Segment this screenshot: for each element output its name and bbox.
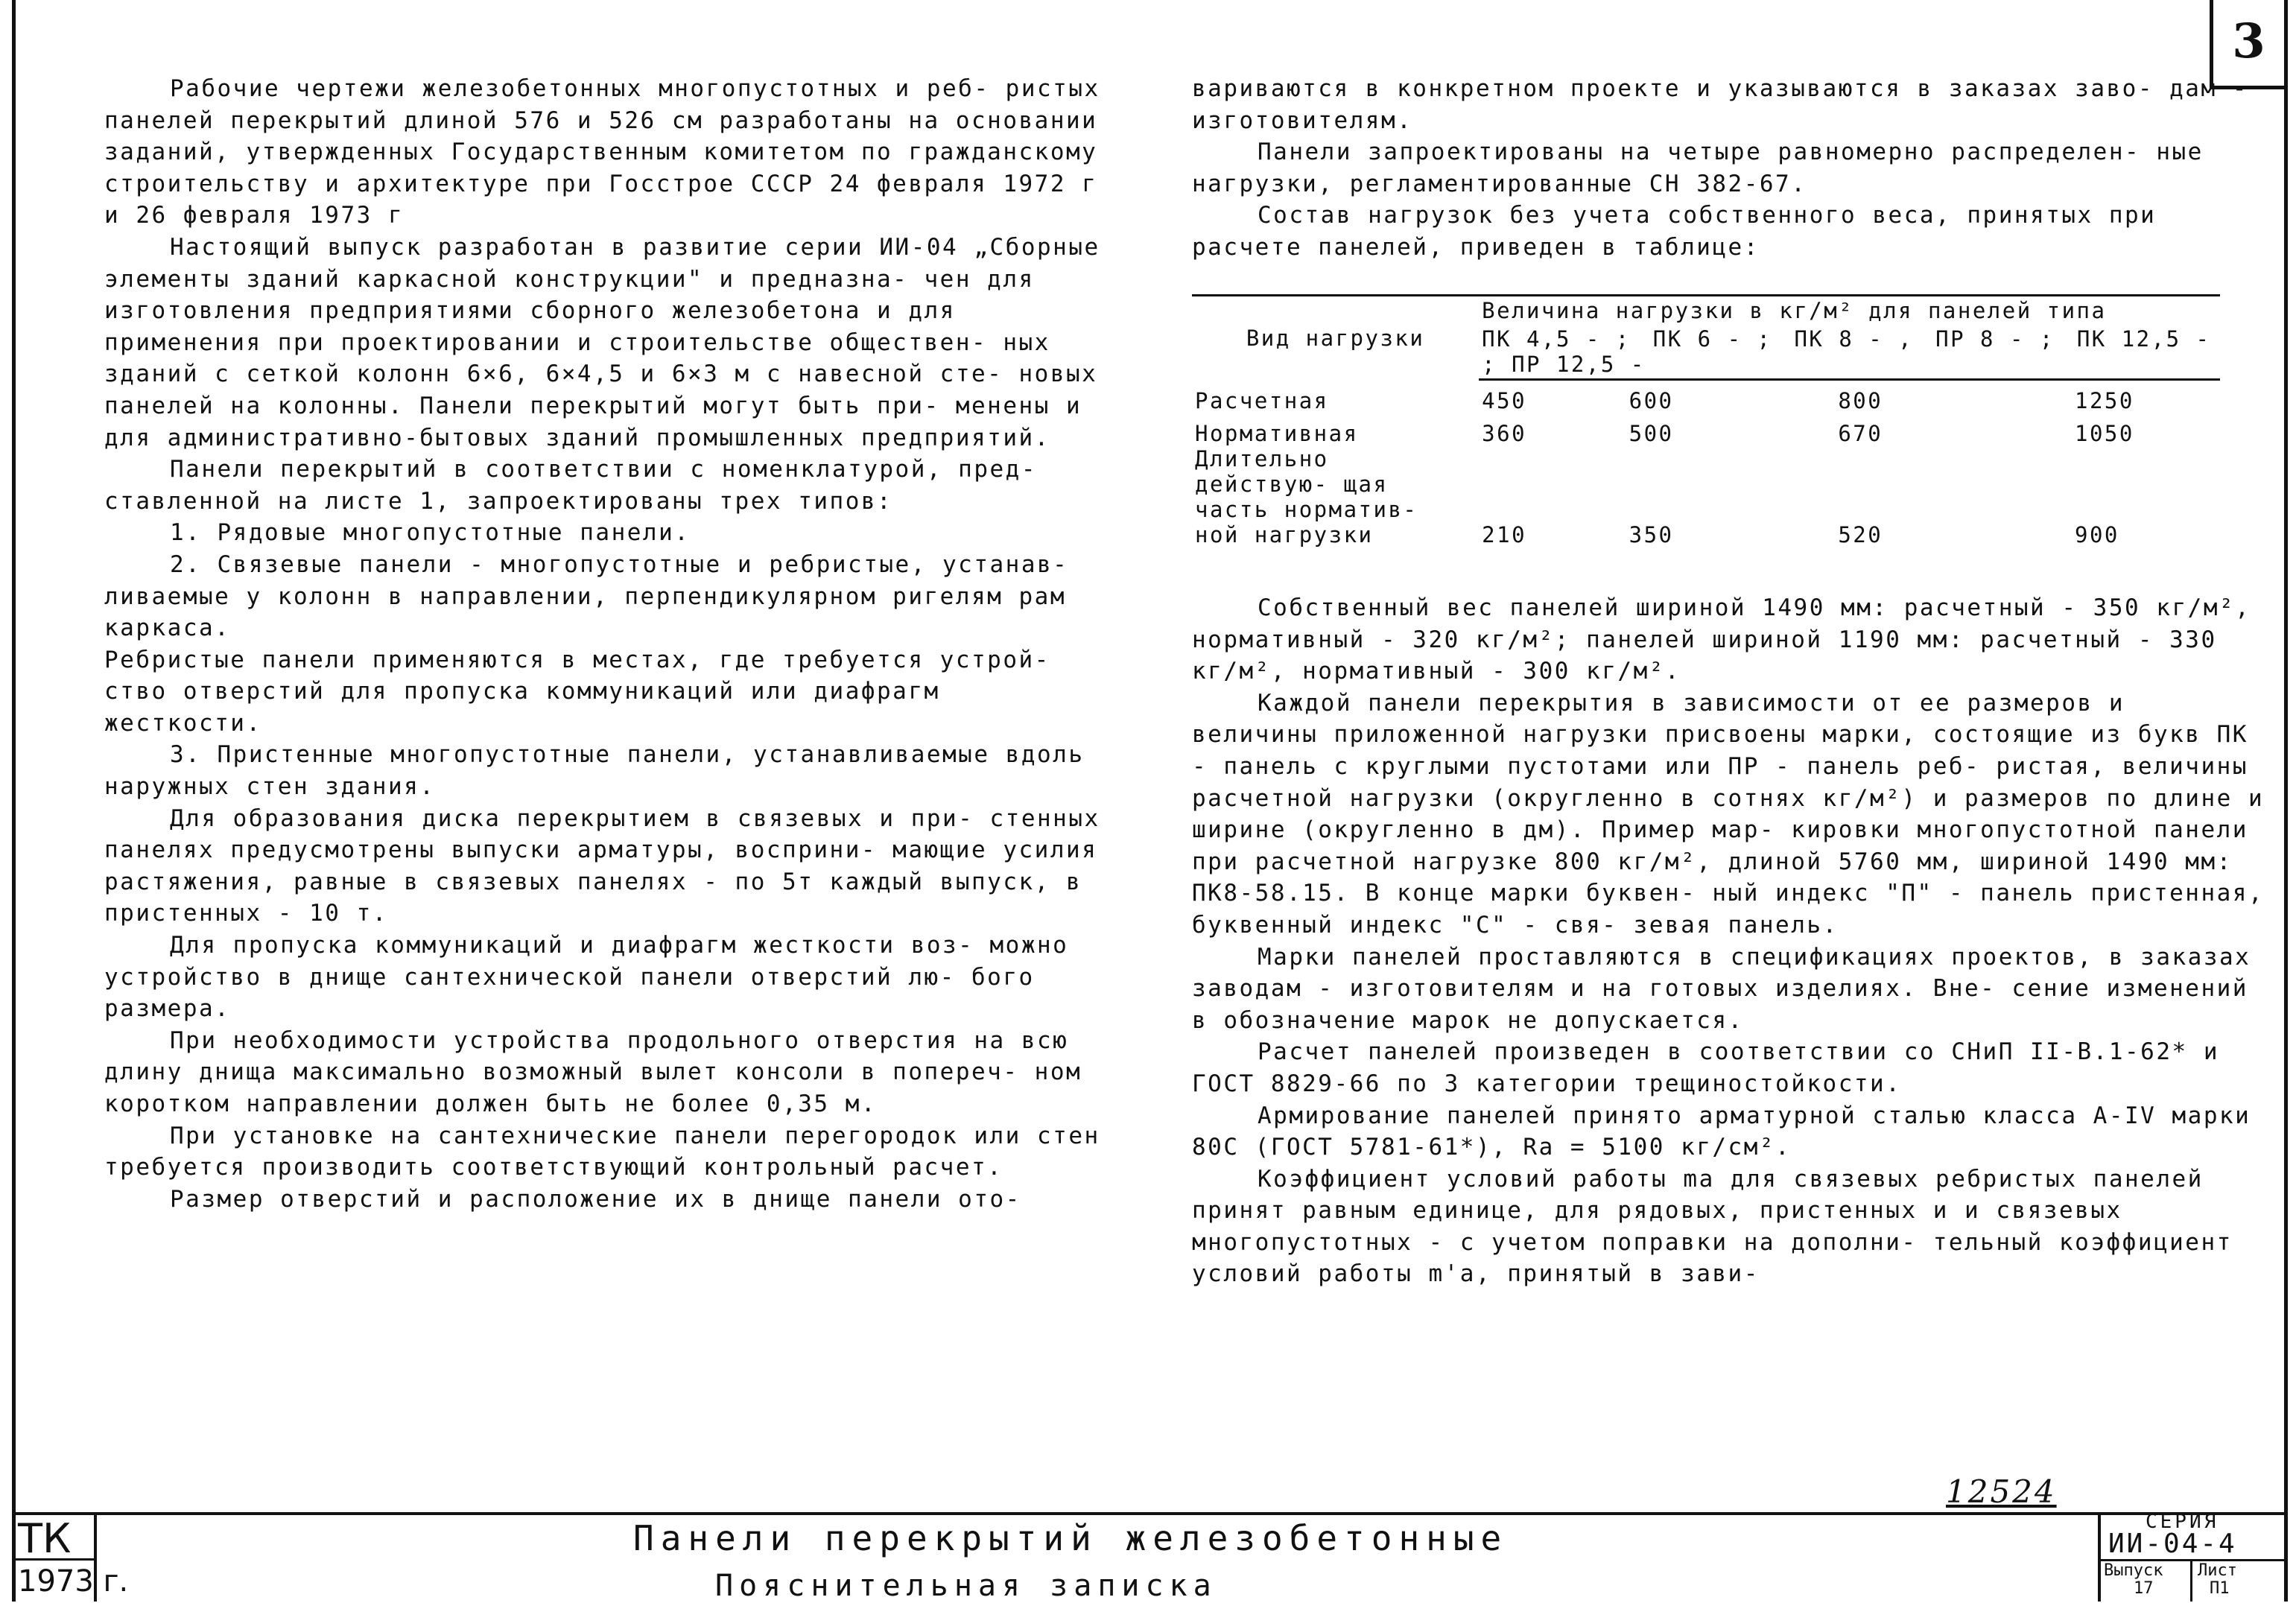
load-value: 1250 (2075, 388, 2134, 413)
left-text-column (104, 73, 1116, 1215)
table-group-header: Величина нагрузки в кг/м² для панелей типа (1479, 296, 2220, 326)
stamp-series-value: ИИ-04-4 (2108, 1529, 2237, 1559)
page-number: 3 (2210, 0, 2284, 89)
paragraph: Коэффициент условий работы mа для связевых ребристых панелей принят равным единице, для рядовых, пристенных и и связевых многопустотных - с учетом поправки на дополни- тельный коэффициент условий работы m'а, принятый в зави- (1192, 1165, 2248, 1288)
paragraph: Ребристые панели применяются в местах, где требуется устрой- ство отверстий для пропуска коммуникаций или диафрагм жесткости. (104, 646, 1066, 737)
stamp-top-line (12, 1512, 2288, 1515)
table-row (1192, 380, 2220, 414)
load-table (1192, 294, 2220, 547)
right-text-column-bottom (1192, 592, 2280, 1290)
paragraph: Размер отверстий и расположение их в днище панели ото- (170, 1185, 1021, 1213)
load-type-name: Расчетная (1195, 388, 1329, 413)
load-type-name: Нормативная (1195, 421, 1359, 446)
panel-type-label: ПР 8 - ; (1935, 326, 2055, 352)
paragraph: Собственный вес панелей шириной 1490 мм: расчетный - 350 кг/м², нормативный - 320 кг/м²; панелей шириной 1190 мм: расчетный - 330 кг/м², нормативный - 300 кг/м². (1192, 594, 2267, 685)
load-value: 500 (1629, 421, 1674, 446)
paragraph: Рабочие чертежи железобетонных многопустотных и реб- ристых панелей перекрытий длиной 576 и 526 см разработаны на основании заданий, утвержденных Государственным комитетом по гражданскому строительству и архитектуре при Госстрое СССР 24 февраля 1972 г и 26 февраля 1973 г (104, 75, 1116, 229)
load-type-name: Длительно действую- щая часть норматив- ной нагрузки (1195, 446, 1418, 547)
load-value: 350 (1629, 522, 1674, 547)
panel-type-label: ПК 6 - ; (1652, 326, 1772, 352)
frame-right-border (2284, 0, 2288, 1602)
paragraph: Панели запроектированы на четыре равномерно распределен- ные нагрузки, регламентированные СН 382-67. (1192, 139, 2219, 197)
paragraph: При необходимости устройства продольного отверстия на всю длину днища максимально возможный вылет консоли в попереч- ном коротком направлении должен быть не более 0,35 м. (104, 1026, 1098, 1117)
paragraph: При установке на сантехнические панели перегородок или стен требуется производить соответствующий контрольный расчет. (104, 1122, 1116, 1181)
stamp-vertical-line (2098, 1512, 2101, 1602)
paragraph: Марки панелей проставляются в спецификациях проектов, в заказах заводам - изготовителям и на готовых изделиях. Вне- сение изменений в обозначение марок не допускается. (1192, 943, 2267, 1034)
panel-type-label: ПК 12,5 - ; ПР 12,5 - (1482, 326, 2211, 377)
paragraph: 3. Пристенные многопустотные панели, устанавливаемые вдоль наружных стен здания. (104, 741, 1100, 801)
paragraph: 1. Рядовые многопустотные панели. (170, 519, 691, 547)
stamp-issue-value: 17 (2134, 1579, 2154, 1598)
panel-type-label: ПК 8 - , (1794, 326, 1914, 352)
load-value: 450 (1482, 388, 1527, 413)
paragraph: Панели перекрытий в соответствии с номенклатурой, пред- ставленной на листе 1, запроектированы трех типов: (104, 456, 1053, 515)
paragraph: Каждой панели перекрытия в зависимости от ее размеров и величины приложенной нагрузки присвоены марки, состоящие из букв ПК - панель с круглыми пустотами или ПР - панель реб- ристая, величины расчетной нагрузки (округленно в сотнях кг/м²) и размеров по длине и ширине (округленно в дм). Пример мар- кировки многопустотной панели при расчетной нагрузке 800 кг/м², длиной 5760 мм, шириной 1490 мм: ПК8-58.15. В конце марки буквен- ный индекс "П" - панель пристенная, буквенный индекс "С" - свя- зевая панель. (1192, 689, 2280, 939)
stamp-title: Панели перекрытий железобетонные (633, 1518, 1509, 1558)
load-value: 1050 (2075, 421, 2134, 446)
stamp-series-label: СЕРИЯ (2146, 1511, 2219, 1533)
load-value: 210 (1482, 522, 1527, 547)
archive-number: 12524 (1946, 1473, 2057, 1510)
paragraph: Состав нагрузок без учета собственного веса, принятых при расчете панелей, приведен в таблице: (1192, 202, 2172, 261)
paragraph: Для образования диска перекрытием в связевых и при- стенных панелях предусмотрены выпуски арматуры, восприни- мающие усилия растяжения, равные в связевых панелях - по 5т каждый выпуск, в пристенных - 10 т. (104, 804, 1116, 927)
load-value: 360 (1482, 421, 1527, 446)
paragraph: Расчет панелей произведен в соответствии со СНиП II-В.1-62* и ГОСТ 8829-66 по 3 категории трещиностойкости. (1192, 1038, 2236, 1097)
stamp-org: ТК (18, 1515, 72, 1562)
paragraph: вариваются в конкретном проекте и указываются в заказах заво- дам - изготовителям. (1192, 75, 2265, 134)
paragraph: Настоящий выпуск разработан в развитие серии ИИ-04 „Сборные элементы зданий каркасной конструкции" и предназна- чен для изготовления предприятиями сборного железобетона и для применения при проектировании и строительстве обществен- ных зданий с сеткой колонн 6×6, 6×4,5 и 6×3 м с навесной сте- новых панелей на колонны. Панели перекрытий могут быть при- менены и для административно-бытовых зданий промышленных предприятий. (104, 233, 1116, 451)
table-body (1192, 380, 2220, 548)
stamp-issue-label: Выпуск (2104, 1561, 2163, 1580)
stamp-sheet-label: Лист (2198, 1561, 2237, 1580)
panel-type-label: ПК 4,5 - ; (1482, 326, 1631, 352)
paragraph: Для пропуска коммуникаций и диафрагм жесткости воз- можно устройство в днище сантехнической панели отверстий лю- бого размера. (104, 932, 1085, 1023)
right-text-column-top (1192, 73, 2265, 264)
stamp-subtitle: Пояснительная записка (715, 1569, 1217, 1603)
table-row (1192, 413, 2220, 446)
paragraph: Армирование панелей принято арматурной сталью класса А-IV марки 80С (ГОСТ 5781-61*), Rа = 5100 кг/см². (1192, 1102, 2267, 1161)
load-value: 520 (1838, 522, 1883, 547)
load-value: 670 (1838, 421, 1883, 446)
stamp-year: 1973 г. (18, 1564, 129, 1599)
load-value: 800 (1838, 388, 1883, 413)
table-row (1192, 446, 2220, 547)
table-col-header: Вид нагрузки (1192, 296, 1479, 380)
frame-left-border (12, 0, 16, 1602)
load-value: 600 (1629, 388, 1674, 413)
stamp-vertical-line (2190, 1559, 2192, 1602)
stamp-sheet-value: П1 (2210, 1579, 2230, 1598)
panel-types (1479, 325, 2220, 380)
load-value: 900 (2075, 522, 2119, 547)
paragraph: 2. Связевые панели - многопустотные и ребристые, устанав- ливаемые у колонн в направлении, перпендикулярном ригелям рам каркаса. (104, 550, 1085, 642)
